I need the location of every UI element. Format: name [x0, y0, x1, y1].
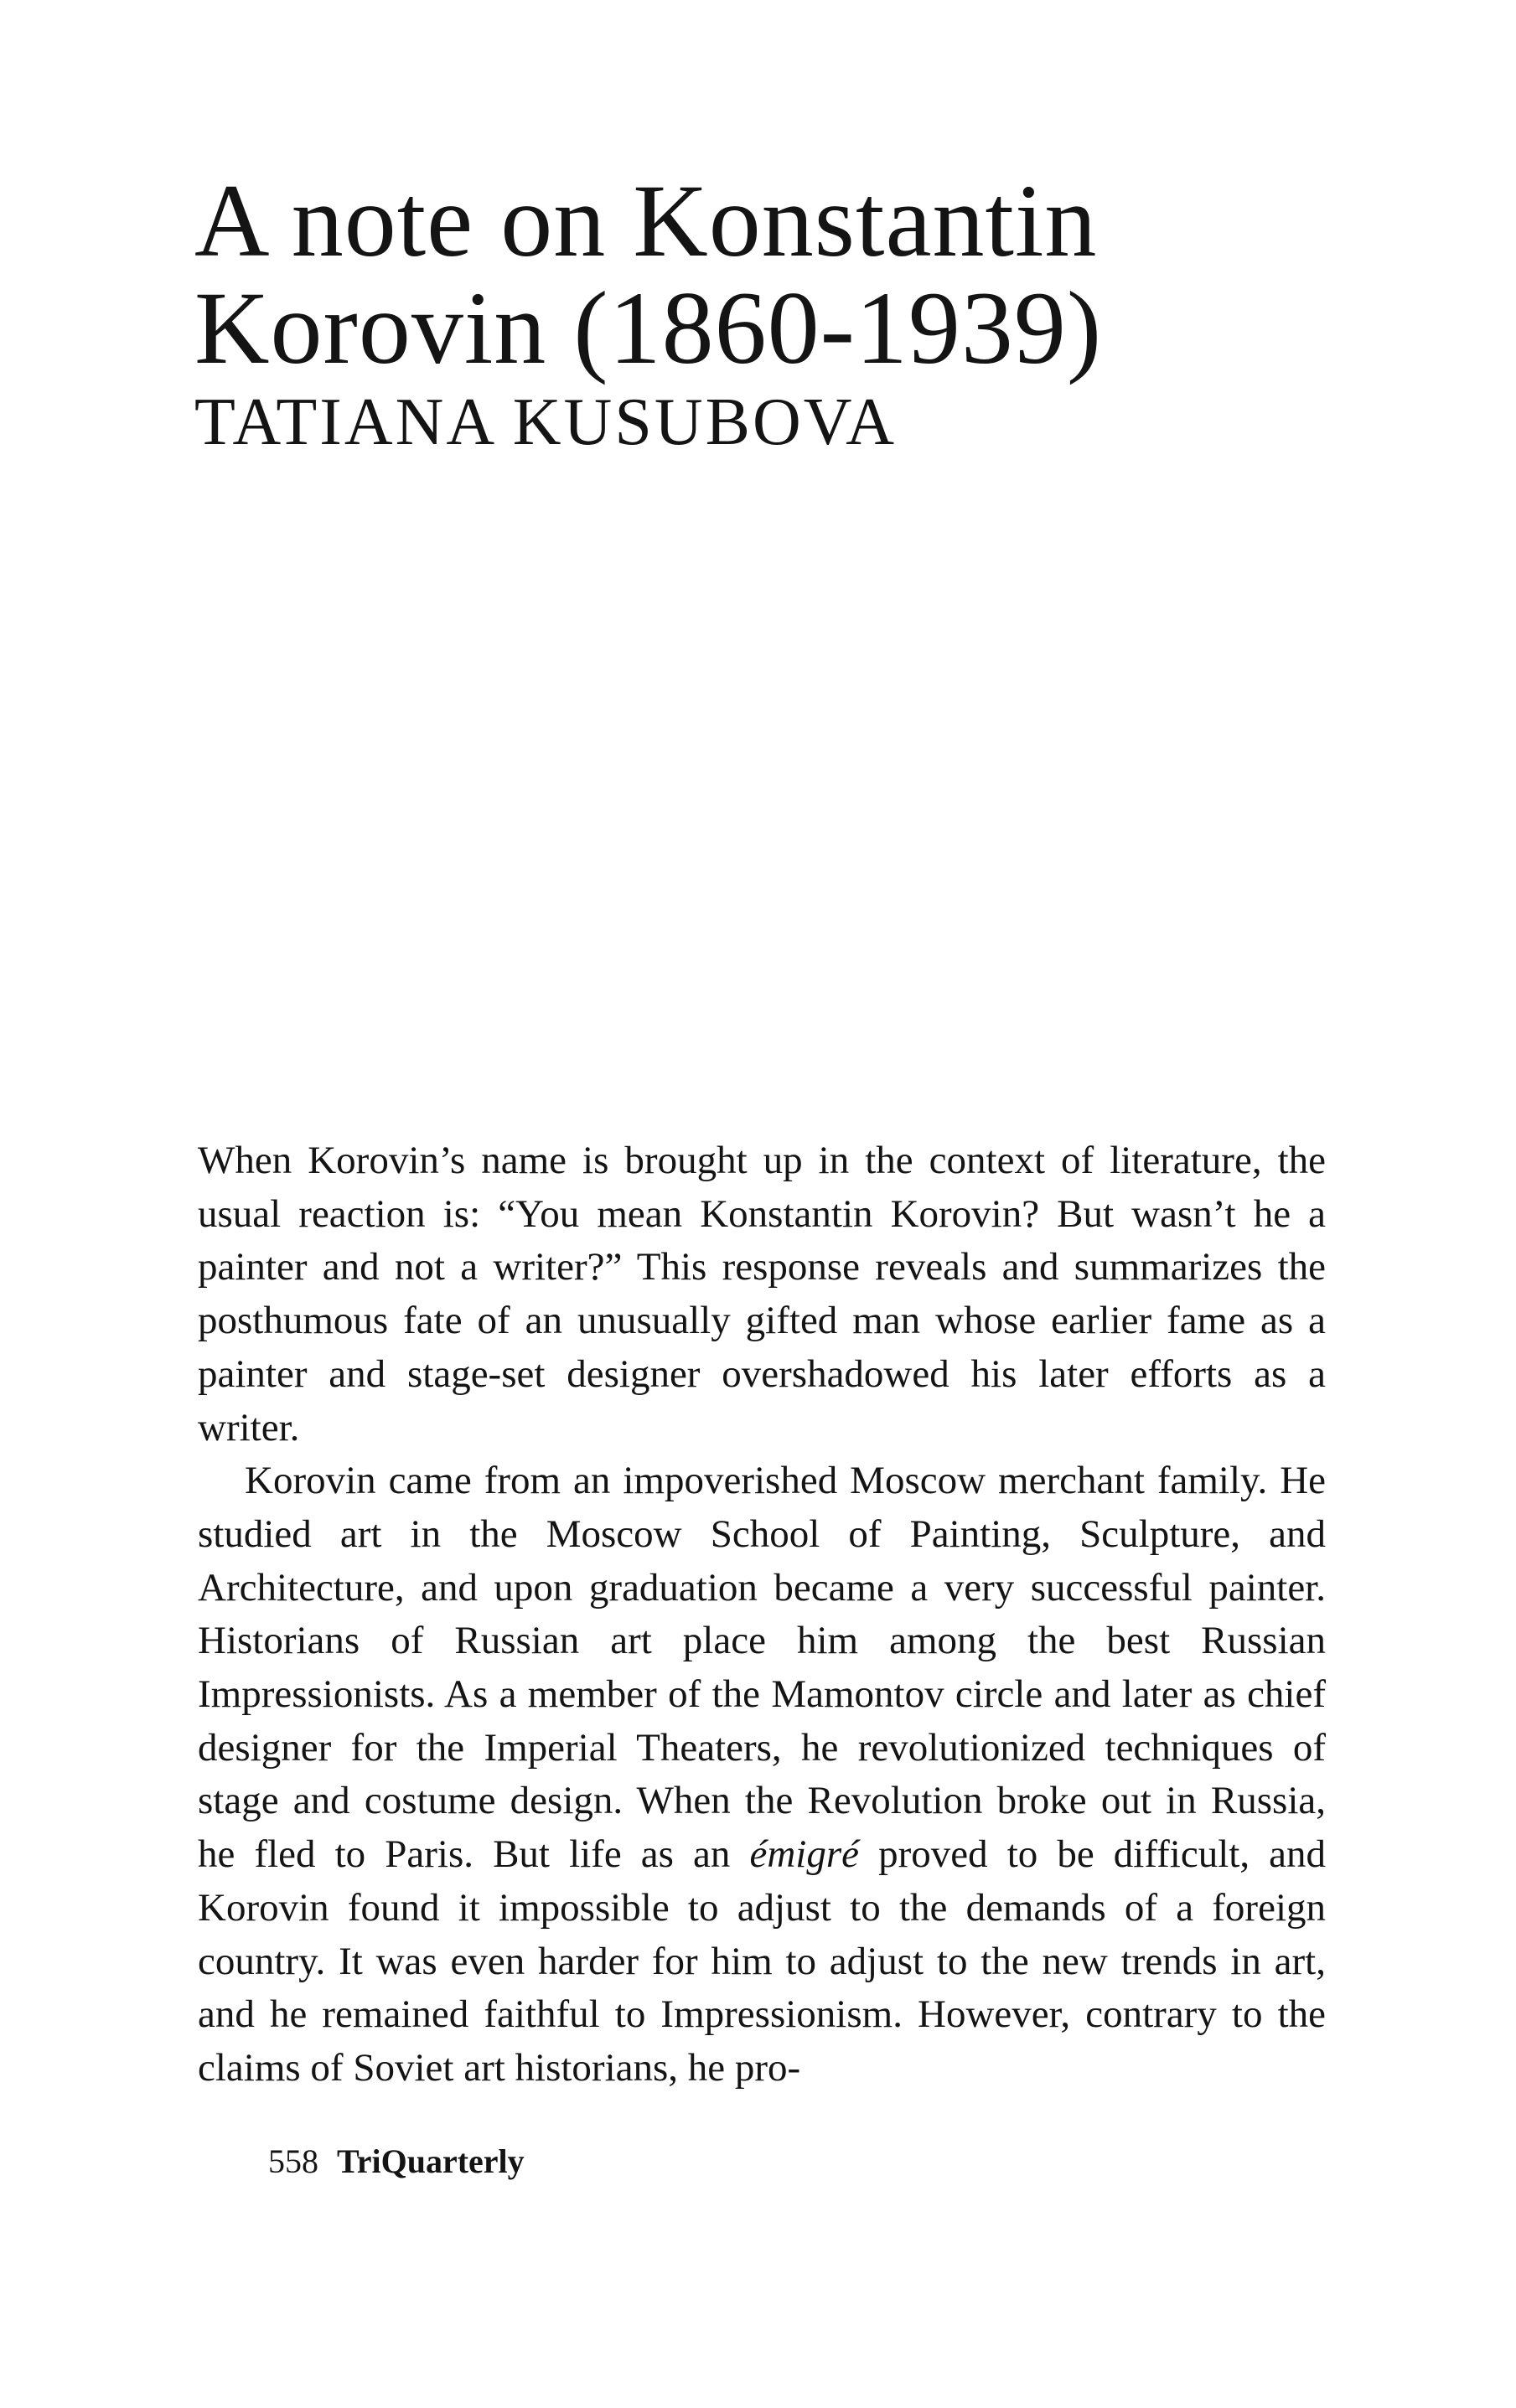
article-title-line-1: A note on Konstantin [194, 163, 1098, 278]
page-footer [268, 2141, 525, 2183]
paragraph-2-text-start: Korovin came from an impoverished Moscow merchant family. He studied art in the Moscow School of Painting, Sculpture, and Architecture, and upon graduation became a very successful painter. Historians of Russian art place him among the best Russian Impressionists. As a member of the Mamontov circle and later as chief designer for the Imperial Theaters, he revolutionized techniques of stage and costume design. When the Revolution broke out in Russia, he fled to Paris. But life as an [198, 1459, 1326, 1877]
paragraph-2 [198, 1455, 1326, 2095]
journal-name: TriQuarterly [337, 2142, 525, 2180]
paragraph-1: When Korovin’s name is brought up in the context of literature, the usual reaction is: “You mean Konstantin Korovin? But wasn’t he a painter and not a writer?” This response reveals and summarizes the posthumous fate of an unusually gifted man whose earlier fame as a painter and stage-set designer overshadowed his later efforts as a writer. [198, 1139, 1326, 1449]
author-name: TATIANA KUSUBOVA [194, 385, 897, 459]
paragraph-2-emphasis: émigré [749, 1832, 859, 1877]
article-title-line-2: Korovin (1860-1939) [194, 271, 1103, 385]
page-number: 558 [268, 2142, 318, 2180]
article-header [194, 163, 1368, 462]
article-body [198, 1134, 1326, 2095]
paragraph-2-text-end: proved to be difficult, and Korovin found it impossible to adjust to the demands of a foreign country. It was even harder for him to adjust to the new trends in art, and he remained faithful to Impressionism. However, contrary to the claims of Soviet art historians, he pro- [198, 1832, 1327, 2090]
